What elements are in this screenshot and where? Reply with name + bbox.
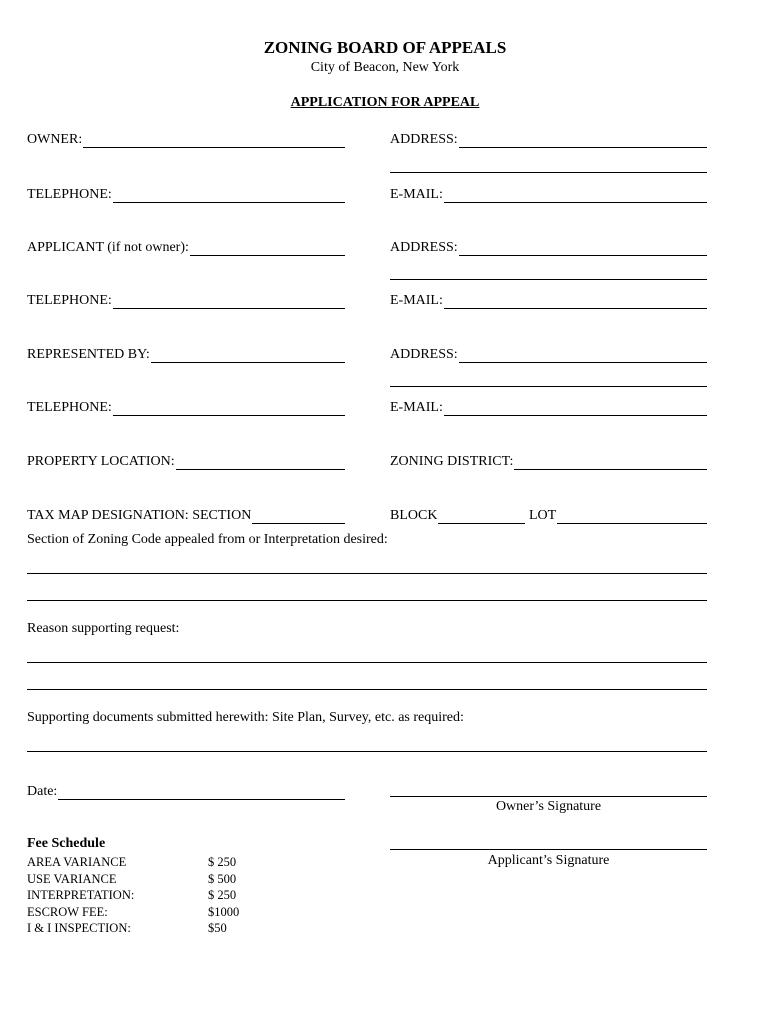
lot-input-line[interactable] — [557, 508, 707, 524]
owner-address-line-2[interactable] — [390, 172, 707, 173]
fee-name: INTERPRETATION: — [27, 888, 135, 902]
owner-email-label: E-MAIL: — [390, 187, 443, 202]
represented-email-label: E-MAIL: — [390, 400, 443, 415]
represented-address-field[interactable] — [390, 345, 707, 363]
represented-address-line-2[interactable] — [390, 386, 707, 387]
represented-telephone-label: TELEPHONE: — [27, 400, 112, 415]
owner-email-field[interactable] — [390, 185, 707, 203]
zoning-district-field[interactable] — [390, 452, 707, 470]
applicant-address-input-line[interactable] — [459, 240, 707, 256]
owner-email-input-line[interactable] — [444, 187, 707, 203]
supporting-documents-label: Supporting documents submitted herewith: Site Plan, Survey, etc. as required: — [27, 710, 464, 725]
zoning-code-line-2[interactable] — [27, 600, 707, 601]
applicant-label: APPLICANT (if not owner): — [27, 240, 189, 255]
date-label: Date: — [27, 784, 58, 799]
represented-by-input-line[interactable] — [151, 347, 345, 363]
lot-label: LOT — [529, 508, 557, 523]
tax-map-label: TAX MAP DESIGNATION: SECTION — [27, 508, 252, 523]
fee-amount: $1000 — [208, 904, 240, 919]
zoning-code-line-1[interactable] — [27, 573, 707, 574]
property-location-field[interactable] — [27, 452, 345, 470]
fee-name: I & I INSPECTION: — [27, 921, 131, 935]
property-location-label: PROPERTY LOCATION: — [27, 454, 175, 469]
applicant-address-field[interactable] — [390, 238, 707, 256]
block-label: BLOCK — [390, 508, 438, 523]
fee-row — [27, 920, 239, 937]
reason-label: Reason supporting request: — [27, 621, 180, 636]
fee-amount: $ 500 — [208, 871, 237, 886]
fee-row — [27, 871, 239, 888]
fee-amount: $50 — [208, 921, 227, 935]
zoning-district-input-line[interactable] — [514, 454, 707, 470]
supporting-documents-line[interactable] — [27, 751, 707, 752]
zoning-district-label: ZONING DISTRICT: — [390, 454, 514, 469]
fee-row — [27, 854, 239, 871]
owner-telephone-label: TELEPHONE: — [27, 187, 112, 202]
applicant-email-input-line[interactable] — [444, 293, 707, 309]
applicant-telephone-label: TELEPHONE: — [27, 293, 112, 308]
block-input-line[interactable] — [438, 508, 525, 524]
owner-label: OWNER: — [27, 132, 83, 147]
owner-field[interactable] — [27, 130, 345, 148]
zoning-code-label: Section of Zoning Code appealed from or Interpretation desired: — [27, 532, 388, 547]
owner-address-input-line[interactable] — [459, 132, 707, 148]
tax-map-section-field[interactable] — [27, 506, 345, 524]
fee-amount: $ 250 — [208, 855, 237, 869]
applicant-signature-label: Applicant’s Signature — [487, 853, 610, 868]
applicant-address-line-2[interactable] — [390, 279, 707, 280]
owner-address-label: ADDRESS: — [390, 132, 458, 147]
page-title: ZONING BOARD OF APPEALS — [263, 38, 507, 57]
block-field[interactable] — [390, 506, 525, 524]
owner-signature-label: Owner’s Signature — [495, 799, 602, 814]
owner-input-line[interactable] — [83, 132, 345, 148]
form-title: APPLICATION FOR APPEAL — [290, 95, 480, 110]
fee-amount: $ 250 — [208, 888, 237, 902]
property-location-input-line[interactable] — [176, 454, 345, 470]
represented-by-label: REPRESENTED BY: — [27, 347, 150, 362]
applicant-email-field[interactable] — [390, 291, 707, 309]
fee-schedule-title: Fee Schedule — [27, 836, 106, 851]
represented-address-input-line[interactable] — [459, 347, 707, 363]
page-subtitle: City of Beacon, New York — [310, 60, 460, 75]
reason-line-1[interactable] — [27, 662, 707, 663]
represented-by-field[interactable] — [27, 345, 345, 363]
tax-map-section-input-line[interactable] — [252, 508, 345, 524]
fee-name: USE VARIANCE — [27, 871, 117, 886]
fee-row — [27, 887, 239, 904]
date-input-line[interactable] — [58, 784, 345, 800]
date-field[interactable] — [27, 782, 345, 800]
fee-name: ESCROW FEE: — [27, 904, 108, 919]
applicant-signature-line[interactable] — [390, 849, 707, 850]
applicant-email-label: E-MAIL: — [390, 293, 443, 308]
owner-address-field[interactable] — [390, 130, 707, 148]
lot-field[interactable] — [529, 506, 707, 524]
applicant-input-line[interactable] — [190, 240, 345, 256]
applicant-address-label: ADDRESS: — [390, 240, 458, 255]
owner-telephone-input-line[interactable] — [113, 187, 345, 203]
represented-address-label: ADDRESS: — [390, 347, 458, 362]
reason-line-2[interactable] — [27, 689, 707, 690]
owner-telephone-field[interactable] — [27, 185, 345, 203]
owner-signature-line[interactable] — [390, 796, 707, 797]
fee-name: AREA VARIANCE — [27, 855, 127, 869]
represented-email-input-line[interactable] — [444, 400, 707, 416]
applicant-telephone-field[interactable] — [27, 291, 345, 309]
applicant-telephone-input-line[interactable] — [113, 293, 345, 309]
represented-email-field[interactable] — [390, 398, 707, 416]
represented-telephone-field[interactable] — [27, 398, 345, 416]
represented-telephone-input-line[interactable] — [113, 400, 345, 416]
fee-schedule — [27, 836, 239, 937]
applicant-field[interactable] — [27, 238, 345, 256]
fee-row — [27, 904, 239, 921]
